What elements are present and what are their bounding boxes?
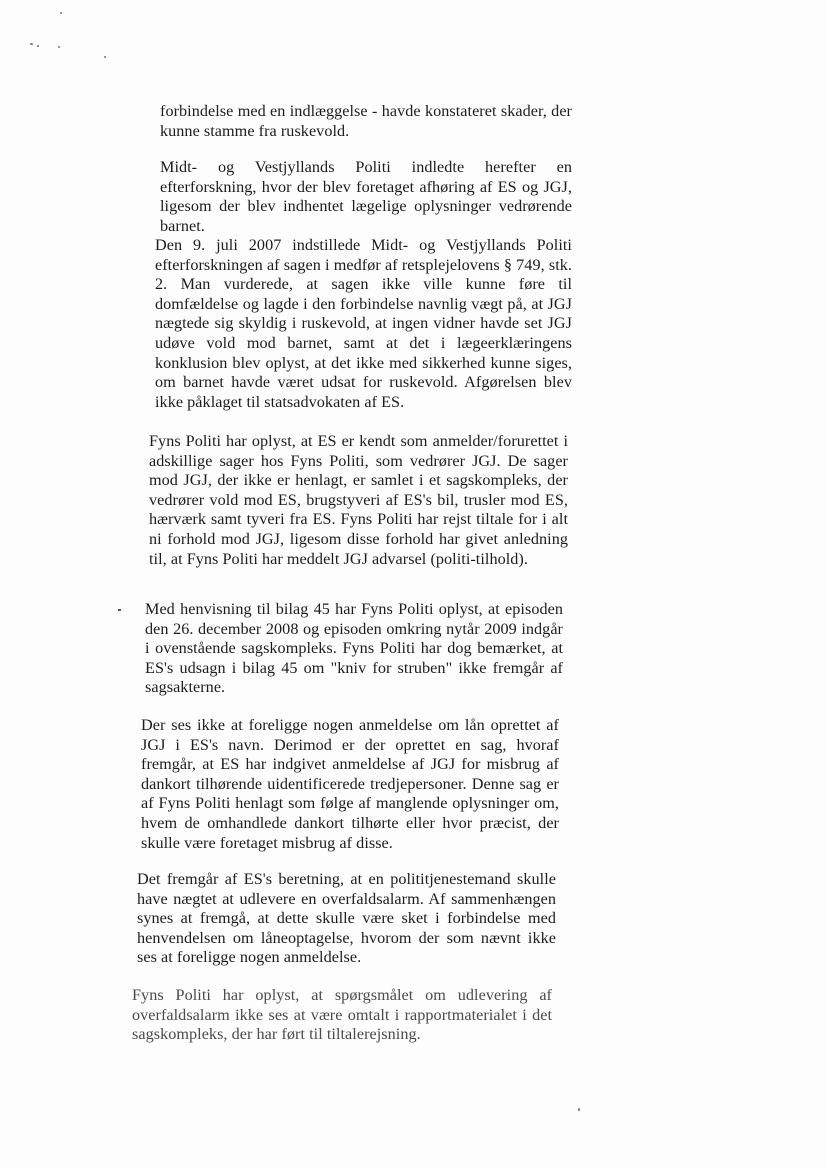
paragraph-8: Fyns Politi har oplyst, at spørgsmålet om udlevering af overfaldsalarm ikke ses at være omtalt i rapportmaterialet i det sagskompleks, der har ført til tiltalerejsning. bbox=[132, 986, 552, 1044]
paragraph-3: Den 9. juli 2007 indstillede Midt- og Vestjyllands Politi efterforskningen af sagen i medfør af retsplejelovens § 749, stk. 2. Man vurderede, at sagen ikke ville kunne føre til domfældelse og lagde i den forbindelse navnlig vægt på, at JGJ nægtede sig skyldig i ruskevold, at ingen vidner havde set JGJ udøve vold mod barnet, samt at det i lægeerklæringens konklusion blev oplyst, at det ikke med sikkerhed kunne siges, om barnet havde været udsat for ruskevold. Afgørelsen blev ikke påklaget til statsadvokaten af ES. bbox=[155, 236, 572, 411]
scan-speck bbox=[104, 56, 106, 58]
scan-speck bbox=[118, 609, 121, 611]
paragraph-2: Midt- og Vestjyllands Politi indledte herefter en efterforskning, hvor der blev foretaget afhøring af ES og JGJ, ligesom der blev indhentet lægelige oplysninger vedrørende barnet. bbox=[160, 158, 572, 235]
scan-speck bbox=[578, 1108, 580, 1111]
paragraph-4: Fyns Politi har oplyst, at ES er kendt som anmelder/forurettet i adskillige sager hos Fyns Politi, som vedrører JGJ. De sager mod JGJ, der ikke er henlagt, er samlet i et sagskompleks, der vedrører vold mod ES, brugstyveri af ES's bil, trusler mod ES, hærværk samt tyveri fra ES. Fyns Politi har rejst tiltale for i alt ni forhold mod JGJ, ligesom disse forhold har givet anledning til, at Fyns Politi har meddelt JGJ advarsel (politi-tilhold). bbox=[149, 432, 568, 568]
paragraph-5: Med henvisning til bilag 45 har Fyns Politi oplyst, at episoden den 26. december 2008 og episoden omkring nytår 2009 indgår i ovenstående sagskompleks. Fyns Politi har dog bemærket, at ES's udsagn i bilag 45 om "kniv for struben" ikke fremgår af sagsakterne. bbox=[145, 600, 563, 697]
paragraph-1: forbindelse med en indlæggelse - havde konstateret skader, der kunne stamme fra ruskevold. bbox=[160, 102, 572, 140]
paragraph-7: Det fremgår af ES's beretning, at en polititjenestemand skulle have nægtet at udlevere en overfaldsalarm. Af sammenhængen synes at fremgå, at dette skulle være sket i forbindelse med henvendelsen om låneoptagelse, hvorom der som nævnt ikke ses at foreligge nogen anmeldelse. bbox=[137, 870, 556, 967]
scan-speck bbox=[37, 45, 39, 47]
paragraph-6: Der ses ikke at foreligge nogen anmeldelse om lån oprettet af JGJ i ES's navn. Derimod er der oprettet en sag, hvoraf fremgår, at ES har indgivet anmeldelse af JGJ for misbrug af dankort tilhørende uidentificerede tredjepersoner. Denne sag er af Fyns Politi henlagt som følge af manglende oplysninger om, hvem de omhandlede dankort tilhørte eller hvor præcist, der skulle være foretaget misbrug af disse. bbox=[141, 716, 559, 852]
scan-speck bbox=[60, 12, 62, 14]
scan-speck bbox=[58, 46, 60, 48]
scan-speck bbox=[30, 43, 33, 45]
